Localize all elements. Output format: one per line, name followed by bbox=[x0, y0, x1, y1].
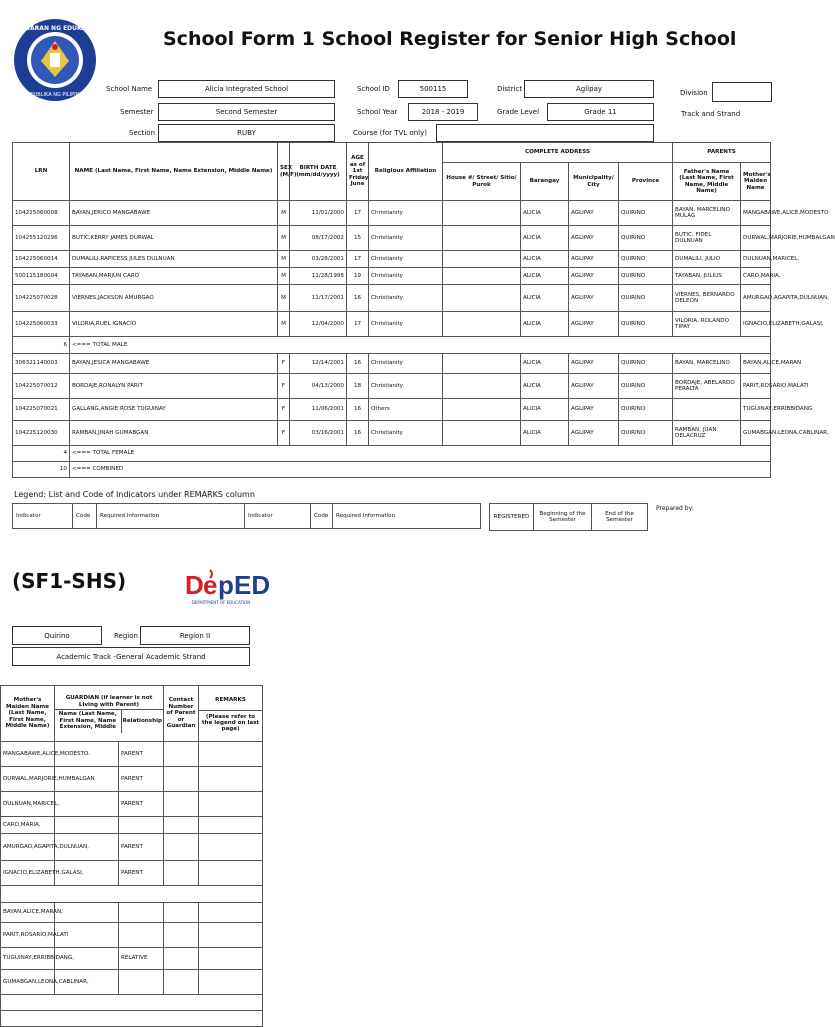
track-strand-label: Track and Strand bbox=[681, 110, 741, 118]
province-cell: QUIRINO bbox=[619, 285, 673, 312]
registered-label: REGISTERED bbox=[490, 504, 534, 531]
father-cell: BORDAJE, ABELARDO PERALTA bbox=[673, 374, 741, 399]
total-female-label: <=== TOTAL FEMALE bbox=[70, 446, 771, 462]
mother-maiden-cell: DULNUAN,MARICEL, bbox=[1, 792, 55, 817]
svg-text:D: D bbox=[185, 570, 204, 600]
svg-text:KAGAWARAN NG EDUKASYON: KAGAWARAN NG EDUKASYON bbox=[5, 25, 105, 32]
total-male-spacer bbox=[1, 886, 263, 903]
sex-cell: F bbox=[278, 374, 290, 399]
table-row bbox=[13, 354, 771, 374]
father-cell: DUMALILI, JULIO bbox=[673, 251, 741, 268]
mother-maiden-cell: AMURGAO,AGAPITA,DULNUAN, bbox=[1, 834, 55, 861]
table-row bbox=[13, 251, 771, 268]
semester-label: Semester bbox=[120, 108, 154, 116]
sex-cell: M bbox=[278, 201, 290, 226]
birth-date-cell: 12/04/2000 bbox=[290, 312, 347, 337]
table-row bbox=[1, 792, 263, 817]
table-row bbox=[1, 903, 263, 923]
municipality-cell: AGLIPAY bbox=[569, 421, 619, 446]
name-cell: BAYAN,JESICA MANGABAWE bbox=[70, 354, 278, 374]
name-cell: TAYABAN,MARJUN CARO bbox=[70, 268, 278, 285]
mother-cell: IGNACIO,ELIZABETH,GALASI, bbox=[741, 312, 771, 337]
table-row bbox=[13, 399, 771, 421]
semester-field[interactable]: Second Semester bbox=[158, 103, 335, 121]
barangay-cell: ALICIA bbox=[521, 354, 569, 374]
guardian-name-cell bbox=[55, 792, 119, 817]
father-cell: BAYAN, MARCELINO bbox=[673, 354, 741, 374]
province-cell: QUIRINO bbox=[619, 226, 673, 251]
lrn-cell: 104225120030 bbox=[13, 421, 70, 446]
section-field[interactable]: RUBY bbox=[158, 124, 335, 142]
province-cell: QUIRINO bbox=[619, 421, 673, 446]
school-name-field[interactable]: Alicia Integrated School bbox=[158, 80, 335, 98]
mother-maiden-cell: GUMABGAN,LEONA,CABLINAR, bbox=[1, 970, 55, 995]
municipality-header: Municipality/ City bbox=[569, 163, 619, 201]
birth-date-cell: 12/14/2001 bbox=[290, 354, 347, 374]
svg-text:REPUBLIKA NG PILIPINAS: REPUBLIKA NG PILIPINAS bbox=[24, 92, 86, 98]
relationship-cell bbox=[119, 970, 164, 995]
age-cell: 17 bbox=[347, 312, 369, 337]
mother-cell: CARO,MARIA, bbox=[741, 268, 771, 285]
mother-header: Mother's Maiden Name bbox=[741, 163, 771, 201]
house-cell bbox=[443, 201, 521, 226]
remarks-cell bbox=[199, 903, 263, 923]
religion-cell: Christianity bbox=[369, 201, 443, 226]
svg-text:p: p bbox=[218, 570, 234, 600]
birth-date-cell: 03/16/2001 bbox=[290, 421, 347, 446]
division-label: Division bbox=[680, 89, 708, 97]
age-cell: 16 bbox=[347, 421, 369, 446]
table-row bbox=[1, 817, 263, 834]
contact-cell bbox=[164, 923, 199, 948]
birth-date-cell: 11/01/2000 bbox=[290, 201, 347, 226]
age-cell: 17 bbox=[347, 251, 369, 268]
remarks-cell bbox=[199, 742, 263, 767]
barangay-cell: ALICIA bbox=[521, 251, 569, 268]
father-cell bbox=[673, 399, 741, 421]
table-row bbox=[13, 374, 771, 399]
remarks-cell bbox=[199, 923, 263, 948]
sex-cell: M bbox=[278, 226, 290, 251]
relationship-cell: PARENT bbox=[119, 792, 164, 817]
municipality-cell: AGLIPAY bbox=[569, 268, 619, 285]
course-field[interactable] bbox=[436, 124, 654, 142]
father-cell: BAYAN, MARCELINO MULAG bbox=[673, 201, 741, 226]
lrn-cell: 104225070012 bbox=[13, 374, 70, 399]
province-cell: QUIRINO bbox=[619, 374, 673, 399]
deped-sub: DEPARTMENT OF EDUCATION bbox=[191, 600, 251, 605]
legend-indicator-2: Indicator bbox=[245, 504, 311, 529]
age-cell: 18 bbox=[347, 374, 369, 399]
name-cell: VILORIA,RUEL IGNACIO bbox=[70, 312, 278, 337]
table-row bbox=[13, 268, 771, 285]
remarks-cell bbox=[199, 970, 263, 995]
legend-required-1: Required Information bbox=[97, 504, 245, 529]
age-cell: 16 bbox=[347, 285, 369, 312]
table-row bbox=[1, 834, 263, 861]
total-female-spacer bbox=[1, 995, 263, 1011]
name-cell: BAYAN,JERICO MANGABAWE bbox=[70, 201, 278, 226]
mother-cell: MANGABAWE,ALICE,MODESTO bbox=[741, 201, 771, 226]
sex-cell: F bbox=[278, 421, 290, 446]
name-cell: RAMBAN,JINAH GUMABGAN bbox=[70, 421, 278, 446]
relationship-cell: PARENT bbox=[119, 767, 164, 792]
age-cell: 17 bbox=[347, 201, 369, 226]
father-header: Father's Name (Last Name, First Name, Middle Name) bbox=[673, 163, 741, 201]
house-cell bbox=[443, 268, 521, 285]
legend-required-2: Required Information bbox=[333, 504, 481, 529]
mother-cell: AMURGAO,AGAPITA,DULNUAN, bbox=[741, 285, 771, 312]
district-field[interactable]: Aglipay bbox=[524, 80, 654, 98]
table-row bbox=[13, 312, 771, 337]
guardian-name-cell bbox=[55, 817, 119, 834]
table-row bbox=[1, 767, 263, 792]
relationship-cell bbox=[119, 817, 164, 834]
remarks-header: REMARKS bbox=[199, 691, 262, 710]
birth-date-cell: 11/17/2001 bbox=[290, 285, 347, 312]
lrn-header: LRN bbox=[13, 143, 70, 201]
grade-level-label: Grade Level bbox=[497, 108, 540, 116]
contact-cell bbox=[164, 767, 199, 792]
school-name-label: School Name bbox=[106, 85, 153, 93]
father-cell: TAYABAN, JULIUS bbox=[673, 268, 741, 285]
guardian-header: GUARDIAN (if learner is not Living with Parent) bbox=[55, 694, 163, 710]
lrn-cell: 104225060033 bbox=[13, 312, 70, 337]
track-field[interactable]: Academic Track -General Academic Strand bbox=[12, 647, 250, 666]
district-label: District bbox=[497, 85, 523, 93]
age-header: AGE as of 1st Friday June bbox=[347, 143, 369, 201]
contact-cell bbox=[164, 970, 199, 995]
deped-seal-logo bbox=[5, 17, 105, 103]
age-cell: 15 bbox=[347, 226, 369, 251]
age-cell: 19 bbox=[347, 268, 369, 285]
birth-date-cell: 03/28/2001 bbox=[290, 251, 347, 268]
province-cell: QUIRINO bbox=[619, 268, 673, 285]
course-label: Course (for TVL only) bbox=[353, 129, 427, 137]
sex-cell: M bbox=[278, 312, 290, 337]
region-field[interactable]: Region II bbox=[140, 626, 250, 645]
table-row bbox=[1, 948, 263, 970]
lrn-cell: 104225060014 bbox=[13, 251, 70, 268]
house-cell bbox=[443, 421, 521, 446]
municipality-cell: AGLIPAY bbox=[569, 374, 619, 399]
name-header: NAME (Last Name, First Name, Name Extension, Middle Name) bbox=[70, 143, 278, 201]
combined-label: <=== COMBINED bbox=[70, 462, 771, 478]
religion-cell: Christianity bbox=[369, 251, 443, 268]
religion-cell: Christianity bbox=[369, 354, 443, 374]
birth-date-cell: 11/28/1998 bbox=[290, 268, 347, 285]
remarks-cell bbox=[199, 834, 263, 861]
age-cell: 16 bbox=[347, 399, 369, 421]
age-cell: 16 bbox=[347, 354, 369, 374]
house-cell bbox=[443, 285, 521, 312]
province-cell: QUIRINO bbox=[619, 399, 673, 421]
birth-date-cell: 11/06/2001 bbox=[290, 399, 347, 421]
province-cell: QUIRINO bbox=[619, 354, 673, 374]
contact-cell bbox=[164, 742, 199, 767]
guardian-name-header: Name (Last Name, First Name, Name Extension, Middle bbox=[55, 710, 122, 732]
municipality-cell: AGLIPAY bbox=[569, 251, 619, 268]
contact-cell bbox=[164, 903, 199, 923]
table-row bbox=[1, 742, 263, 767]
mother-cell: DURWAL,MARJORIE,HUMBALGAN bbox=[741, 226, 771, 251]
svg-text:ED: ED bbox=[234, 570, 271, 600]
relationship-header: Relationship bbox=[122, 718, 163, 725]
remarks-cell bbox=[199, 817, 263, 834]
complete-address-header: COMPLETE ADDRESS bbox=[443, 143, 673, 163]
school-id-field[interactable]: 500115 bbox=[398, 80, 468, 98]
mother-cell: BAYAN,ALICE,MARAN bbox=[741, 354, 771, 374]
religion-cell: Christianity bbox=[369, 374, 443, 399]
religion-header: Religious Affiliation bbox=[369, 143, 443, 201]
remarks-cell bbox=[199, 948, 263, 970]
birth-date-header: BIRTH DATE (mm/dd/yyyy) bbox=[290, 143, 347, 201]
province-header: Province bbox=[619, 163, 673, 201]
sex-cell: F bbox=[278, 354, 290, 374]
birth-date-cell: 08/17/2002 bbox=[290, 226, 347, 251]
end-semester-label: End of the Semester bbox=[592, 504, 648, 531]
barangay-header: Barangay bbox=[521, 163, 569, 201]
sex-cell: M bbox=[278, 251, 290, 268]
father-cell: BUTIC, FIDEL DULNUAN bbox=[673, 226, 741, 251]
legend-code-1: Code bbox=[73, 504, 97, 529]
legend-table bbox=[12, 503, 481, 529]
guardian-name-cell bbox=[55, 903, 119, 923]
house-cell bbox=[443, 312, 521, 337]
house-header: House #/ Street/ Sitio/ Purok bbox=[443, 163, 521, 201]
total-female-count: 4 bbox=[13, 446, 70, 462]
legend-title: Legend: List and Code of Indicators under REMARKS column bbox=[14, 490, 255, 499]
registered-table bbox=[489, 503, 648, 531]
relationship-cell bbox=[119, 903, 164, 923]
birth-date-cell: 04/13/2000 bbox=[290, 374, 347, 399]
remarks-note: (Please refer to the legend on last page) bbox=[201, 713, 260, 733]
father-cell: VIERNES, BERNARDO DELEON bbox=[673, 285, 741, 312]
section-label: Section bbox=[129, 129, 156, 137]
guardian-table bbox=[0, 685, 263, 1027]
school-id-label: School ID bbox=[357, 85, 390, 93]
remarks-cell bbox=[199, 861, 263, 886]
barangay-cell: ALICIA bbox=[521, 374, 569, 399]
contact-header: Contact Number of Parent or Guardian bbox=[164, 686, 199, 742]
barangay-cell: ALICIA bbox=[521, 201, 569, 226]
beginning-semester-label: Beginning of the Semester bbox=[534, 504, 592, 531]
house-cell bbox=[443, 354, 521, 374]
mother-cell: DULNUAN,MARICEL, bbox=[741, 251, 771, 268]
lrn-cell: 500115180004 bbox=[13, 268, 70, 285]
legend-code-2: Code bbox=[311, 504, 333, 529]
table-row bbox=[13, 285, 771, 312]
svg-text:e: e bbox=[203, 570, 218, 600]
relationship-cell: PARENT bbox=[119, 861, 164, 886]
municipality-cell: AGLIPAY bbox=[569, 226, 619, 251]
house-cell bbox=[443, 399, 521, 421]
contact-cell bbox=[164, 861, 199, 886]
mother-maiden-cell: PARIT,ROSARIO,MALATI bbox=[1, 923, 55, 948]
contact-cell bbox=[164, 948, 199, 970]
barangay-cell: ALICIA bbox=[521, 268, 569, 285]
mother-maiden-cell: MANGABAWE,ALICE,MODESTO. bbox=[1, 742, 55, 767]
religion-cell: Christianity bbox=[369, 226, 443, 251]
form-code: (SF1-SHS) bbox=[12, 569, 127, 593]
barangay-cell: ALICIA bbox=[521, 421, 569, 446]
religion-cell: Christianity bbox=[369, 268, 443, 285]
municipality-cell: AGLIPAY bbox=[569, 312, 619, 337]
mother-maiden-cell: CARO,MARIA, bbox=[1, 817, 55, 834]
sex-cell: M bbox=[278, 285, 290, 312]
contact-cell bbox=[164, 834, 199, 861]
province-cell: QUIRINO bbox=[619, 201, 673, 226]
father-cell: RAMBAN, JUAN DELACRUZ bbox=[673, 421, 741, 446]
register-table bbox=[12, 142, 835, 478]
barangay-cell: ALICIA bbox=[521, 285, 569, 312]
province-cell: QUIRINO bbox=[619, 251, 673, 268]
grade-level-field[interactable]: Grade 11 bbox=[547, 103, 654, 121]
total-male-label: <=== TOTAL MALE bbox=[70, 337, 771, 354]
mother-maiden-cell: TUGUINAY,ERRIBBIDANG, bbox=[1, 948, 55, 970]
father-cell: VILORIA, ROLANDO TIPAY bbox=[673, 312, 741, 337]
parents-header: PARENTS bbox=[673, 143, 771, 163]
school-year-field[interactable]: 2018 - 2019 bbox=[408, 103, 478, 121]
lrn-cell: 104255120296 bbox=[13, 226, 70, 251]
relationship-cell: RELATIVE bbox=[119, 948, 164, 970]
table-row bbox=[13, 201, 771, 226]
lrn-cell: 104225070021 bbox=[13, 399, 70, 421]
school-year-label: School Year bbox=[357, 108, 398, 116]
barangay-cell: ALICIA bbox=[521, 226, 569, 251]
mother-maiden-cell: BAYAN,ALICE,MARAN, bbox=[1, 903, 55, 923]
table-row bbox=[13, 226, 771, 251]
prepared-by-label: Prepared by: bbox=[656, 505, 694, 512]
sex-cell: M bbox=[278, 268, 290, 285]
region-label: Region bbox=[114, 632, 138, 640]
house-cell bbox=[443, 251, 521, 268]
house-cell bbox=[443, 226, 521, 251]
mother-maiden-header: Mother's Maiden Name (Last Name, First Name, Middle Name) bbox=[1, 686, 55, 742]
relationship-cell bbox=[119, 923, 164, 948]
mother-maiden-cell: DURWAL,MARJORIE,HUMBALGAN bbox=[1, 767, 55, 792]
name-cell: BORDAJE,RONALYN PARIT bbox=[70, 374, 278, 399]
municipality-cell: AGLIPAY bbox=[569, 399, 619, 421]
remarks-cell bbox=[199, 792, 263, 817]
sex-header: SEX (M/F) bbox=[278, 143, 290, 201]
name-cell: GALLANG,ANGIE ROSE TUGUINAY bbox=[70, 399, 278, 421]
table-row bbox=[1, 923, 263, 948]
combined-spacer bbox=[1, 1011, 263, 1027]
relationship-cell: PARENT bbox=[119, 834, 164, 861]
mother-maiden-cell: IGNACIO,ELIZABETH,GALASI, bbox=[1, 861, 55, 886]
total-male-count: 6 bbox=[13, 337, 70, 354]
religion-cell: Christianity bbox=[369, 285, 443, 312]
table-row bbox=[13, 421, 771, 446]
lrn-cell: 104225070028 bbox=[13, 285, 70, 312]
municipality-cell: AGLIPAY bbox=[569, 201, 619, 226]
table-row bbox=[1, 861, 263, 886]
religion-cell: Christianity bbox=[369, 312, 443, 337]
province-cell: QUIRINO bbox=[619, 312, 673, 337]
remarks-cell bbox=[199, 767, 263, 792]
relationship-cell: PARENT bbox=[119, 742, 164, 767]
province-field[interactable]: Quirino bbox=[12, 626, 102, 645]
sex-cell: F bbox=[278, 399, 290, 421]
lrn-cell: 104225060008 bbox=[13, 201, 70, 226]
municipality-cell: AGLIPAY bbox=[569, 285, 619, 312]
barangay-cell: ALICIA bbox=[521, 399, 569, 421]
religion-cell: Others bbox=[369, 399, 443, 421]
deped-logo bbox=[183, 566, 271, 608]
contact-cell bbox=[164, 817, 199, 834]
house-cell bbox=[443, 374, 521, 399]
religion-cell: Christianity bbox=[369, 421, 443, 446]
mother-cell: GUMABGAN,LEONA,CABLINAR, bbox=[741, 421, 771, 446]
legend-indicator-1: Indicator bbox=[13, 504, 73, 529]
division-field[interactable] bbox=[712, 82, 772, 102]
lrn-cell: 306321140003 bbox=[13, 354, 70, 374]
mother-cell: PARIT,ROSARIO,MALATI bbox=[741, 374, 771, 399]
name-cell: DUMALILI,RAPICESS JULES DULNUAN bbox=[70, 251, 278, 268]
form-title: School Form 1 School Register for Senior High School bbox=[163, 28, 737, 50]
combined-count: 10 bbox=[13, 462, 70, 478]
name-cell: VIERNES,JACKSON AMURGAO bbox=[70, 285, 278, 312]
mother-cell: TUGUINAY,ERRIBBIDANG bbox=[741, 399, 771, 421]
contact-cell bbox=[164, 792, 199, 817]
municipality-cell: AGLIPAY bbox=[569, 354, 619, 374]
barangay-cell: ALICIA bbox=[521, 312, 569, 337]
name-cell: BUTIC,KERRY JAMES DURWAL bbox=[70, 226, 278, 251]
table-row bbox=[1, 970, 263, 995]
